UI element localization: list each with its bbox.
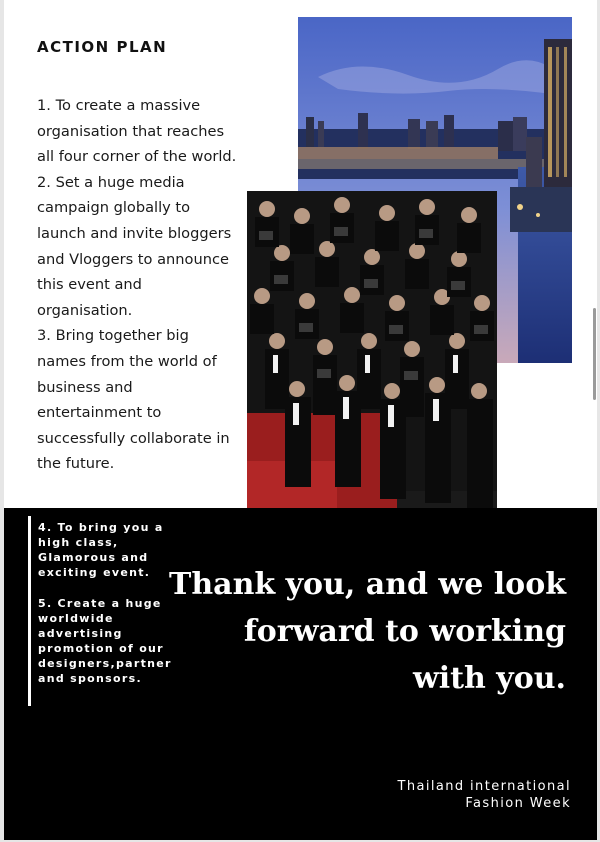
closing-message: Thank you, and we look forward to working with you. — [169, 567, 566, 696]
plan-item-5: 5. Create a huge worldwide advertising promotion of our designers,partner and sponsors. — [38, 597, 172, 685]
plan-item-2: 2. Set a huge media campaign globally to launch and invite bloggers and Vloggers to announce this event and organisation. — [37, 173, 232, 319]
document-page — [4, 0, 597, 840]
organizer-name: Thailand international Fashion Week — [397, 779, 571, 811]
plan-item-1: 1. To create a massive organisation that reaches all four corner of the world. — [37, 97, 237, 166]
plan-item-3: 3. Bring together big names from the world of business and entertainment to successfully collaborate in the future. — [37, 327, 230, 473]
plan-item-4: 4. To bring you a high class, Glamorous and exciting event. — [38, 521, 164, 579]
photographers-photo — [247, 191, 497, 535]
action-plan-list — [37, 93, 237, 477]
divider-line — [28, 516, 31, 706]
page-title: ACTION PLAN — [37, 38, 168, 56]
scrollbar-thumb[interactable] — [593, 308, 596, 400]
